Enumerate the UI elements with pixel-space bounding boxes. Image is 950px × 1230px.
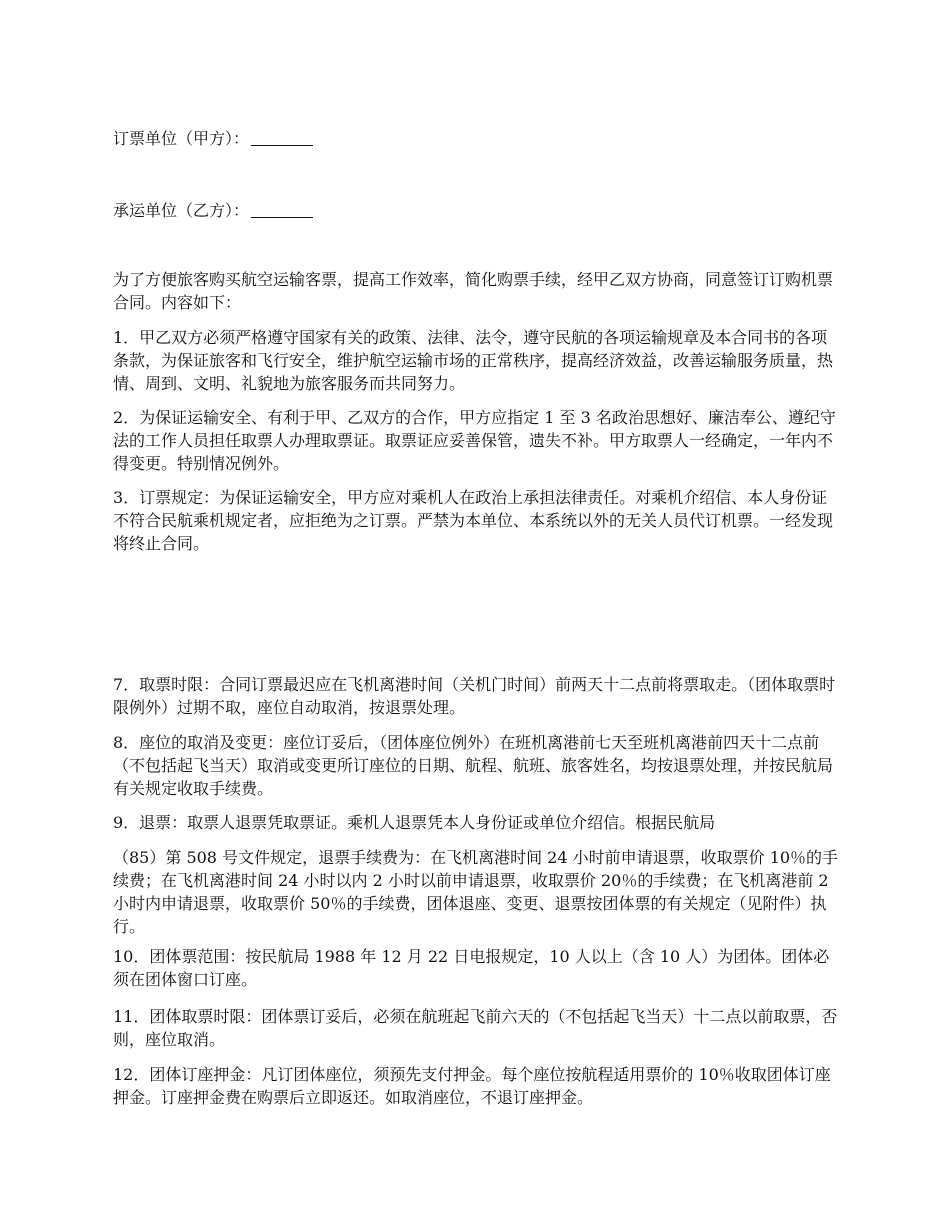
clause-2: 2．为保证运输安全、有利于甲、乙双方的合作，甲方应指定 1 至 3 名政治思想好、廉洁奉公、遵纪守法的工作人员担任取票人办理取票证。取票证应妥善保管，遗失不补。甲方取票人一经确定，一年内不得变更。特别情况例外。 — [113, 408, 836, 473]
party-b-line — [113, 199, 313, 222]
party-a-blank — [251, 131, 313, 146]
clause-7: 7．取票时限：合同订票最迟应在飞机离港时间（关机门时间）前两天十二点前将票取走。（团体取票时限例外）过期不取，座位自动取消，按退票处理。 — [113, 675, 836, 717]
party-b-label: 承运单位（乙方）： — [113, 201, 250, 220]
party-a-line — [113, 127, 313, 150]
clause-12: 12．团体订座押金：凡订团体座位，须预先支付押金。每个座位按航程适用票价的 10％收取团体订座押金。订座押金费在购票后立即返还。如取消座位，不退订座押金。 — [113, 1065, 831, 1107]
clause-10: 10．团体票范围：按民航局 1988 年 12 月 22 日电报规定，10 人以上（含 10 人）为团体。团体必须在团体窗口订座。 — [113, 947, 830, 989]
clause-1: 1．甲乙双方必须严格遵守国家有关的政策、法律、法令，遵守民航的各项运输规章及本合同书的各项条款，为保证旅客和飞行安全，维护航空运输市场的正常秩序，提高经济效益，改善运输服务质量，热情、周到、文明、礼貌地为旅客服务而共同努力。 — [113, 328, 834, 393]
party-b-blank — [251, 203, 313, 218]
clause-9-continued: （85）第 508 号文件规定，退票手续费为：在飞机离港时间 24 小时前申请退票，收取票价 10％的手续费；在飞机离港时间 24 小时以内 2 小时以前申请退票，收取票价 20％的手续费；在飞机离港前 2 小时内申请退票，收取票价 50％的手续费，团体退座、变更、退票按团体票的有关规定（见附件）执行。 — [113, 848, 839, 936]
clause-11: 11．团体取票时限：团体票订妥后，必须在航班起飞前六天的（不包括起飞当天）十二点以前取票，否则，座位取消。 — [113, 1007, 838, 1049]
party-a-label: 订票单位（甲方）： — [113, 129, 250, 148]
clause-3: 3．订票规定：为保证运输安全，甲方应对乘机人在政治上承担法律责任。对乘机介绍信、本人身份证不符合民航乘机规定者，应拒绝为之订票。严禁为本单位、本系统以外的无关人员代订机票。一经发现将终止合同。 — [113, 488, 834, 553]
clause-8: 8．座位的取消及变更：座位订妥后，（团体座位例外）在班机离港前七天至班机离港前四天十二点前（不包括起飞当天）取消或变更所订座位的日期、航程、航班、旅客姓名，均按退票处理，并按民航局有关规定收取手续费。 — [113, 733, 834, 798]
clause-9: 9．退票：取票人退票凭取票证。乘机人退票凭本人身份证或单位介绍信。根据民航局 — [113, 813, 716, 832]
intro-paragraph: 为了方便旅客购买航空运输客票，提高工作效率，简化购票手续，经甲乙双方协商，同意签订订购机票合同。内容如下： — [113, 270, 834, 312]
